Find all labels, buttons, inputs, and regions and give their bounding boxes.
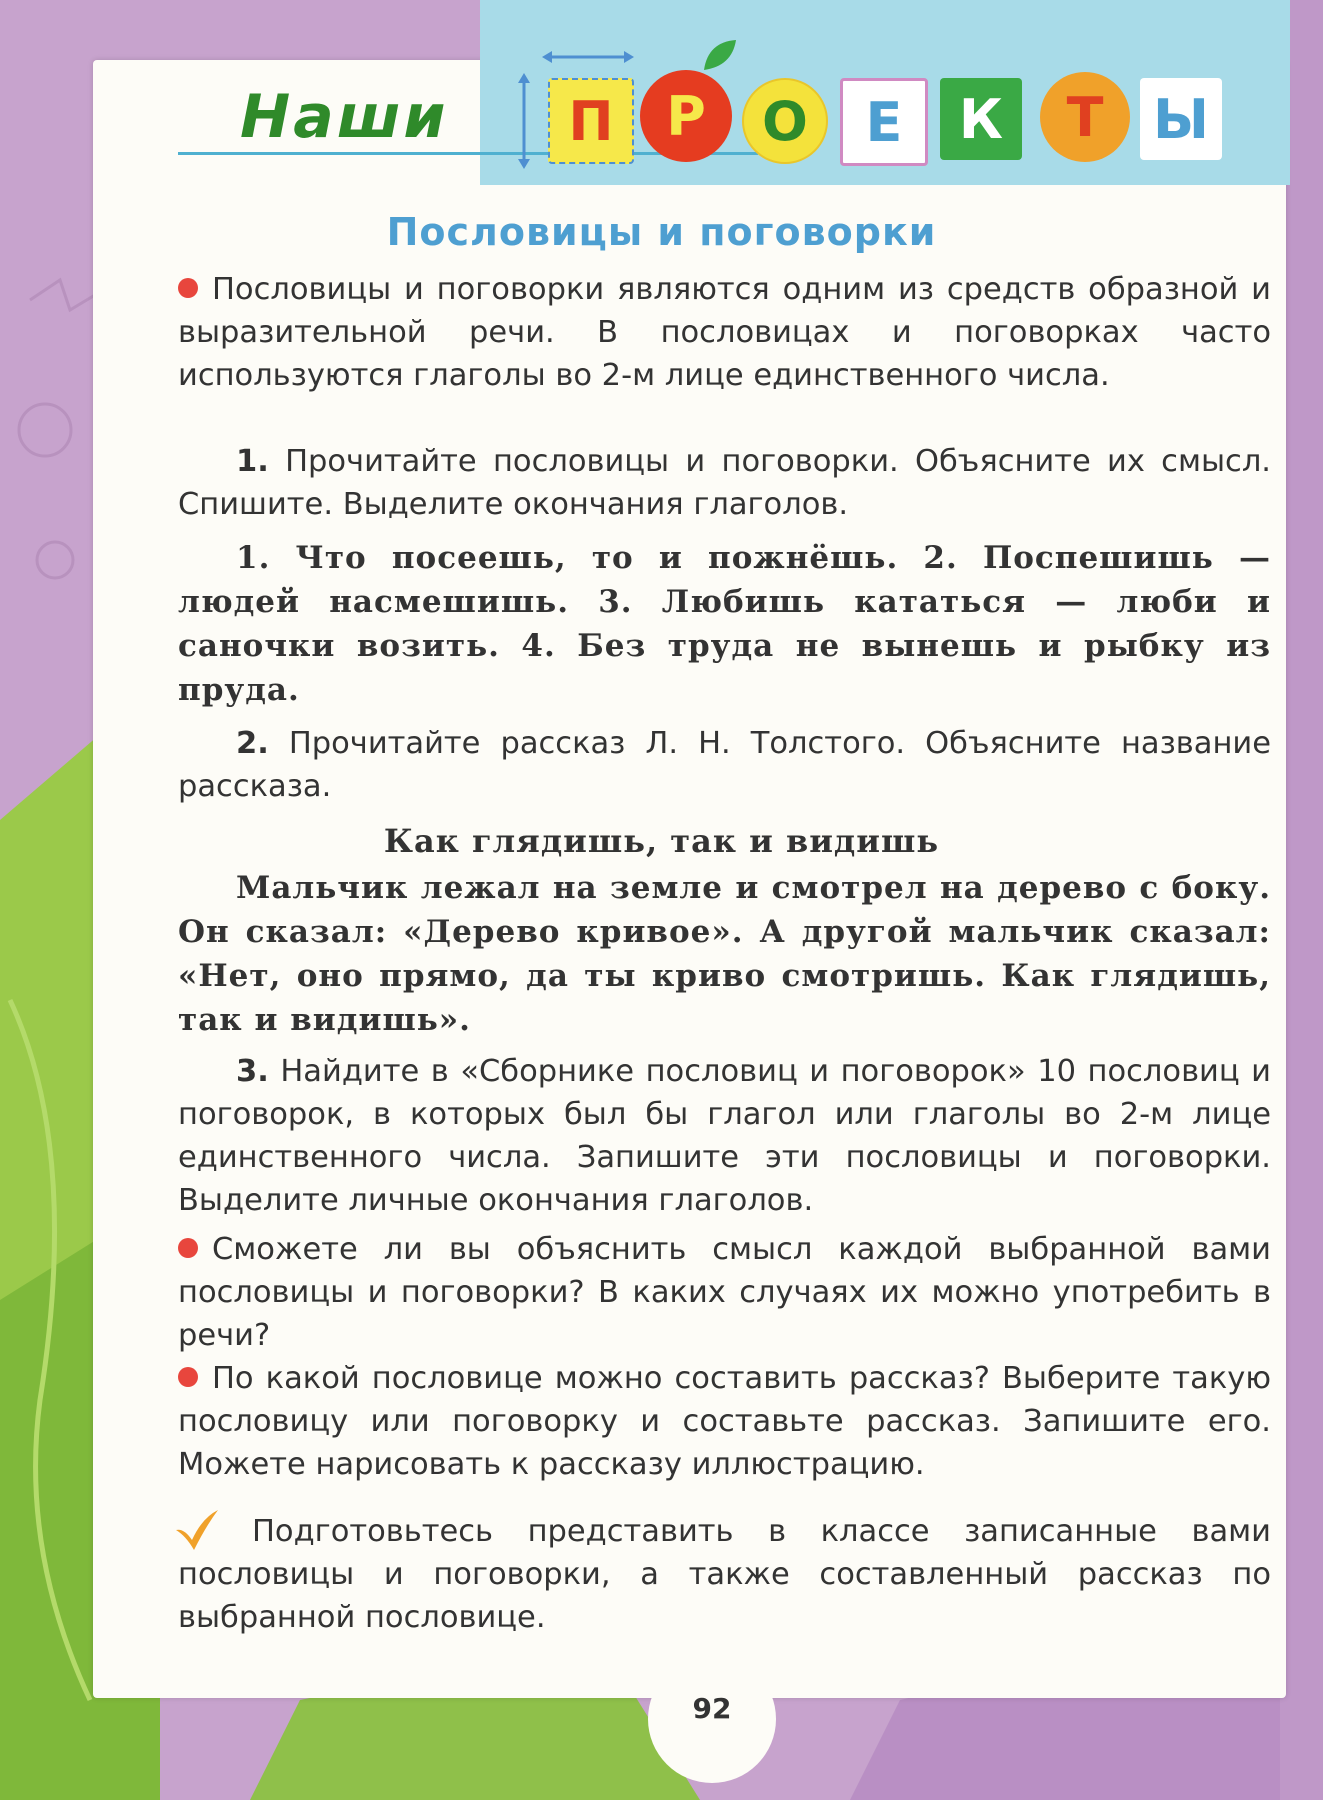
red-bullet-icon <box>178 278 198 298</box>
task-3-text: Найдите в «Сборнике пословиц и поговорок» 10 пословиц и поговорок, в которых был бы глагол или глаголы во 2-м лице единственного числа. Запишите эти пословицы и поговорки. Выделите личные окончания глаголов. <box>178 1054 1272 1218</box>
task-2 <box>178 722 1271 808</box>
question-2-text: По какой пословице можно составить рассказ? Выберите такую пословицу или поговорку и составьте рассказ. Запишите его. Можете нарисовать к рассказу иллюстрацию. <box>178 1361 1271 1482</box>
question-1 <box>178 1228 1271 1357</box>
proverbs-list: 1. Что посеешь, то и пожнёшь. 2. Поспешишь — людей насмешишь. 3. Любишь кататься — люби и саночки возить. 4. Без труда не вынешь и рыбку из пруда. <box>178 540 1271 708</box>
apple-leaf-icon <box>700 36 740 76</box>
letter-r-apple: Р <box>640 70 732 162</box>
intro-text: Пословицы и поговорки являются одним из средств образной и выразительной речи. В пословицах и поговорках часто используются глаголы во 2-м лице единственного числа. <box>178 272 1271 393</box>
task-1-text: Прочитайте пословицы и поговорки. Объясните их смысл. Спишите. Выделите окончания глаголов. <box>178 444 1272 522</box>
task-1-number: 1. <box>236 444 269 479</box>
question-1-text: Сможете ли вы объяснить смысл каждой выбранной вами пословицы и поговорки? В каких случаях их можно употребить в речи? <box>178 1232 1271 1353</box>
task-2-text: Прочитайте рассказ Л. Н. Толстого. Объясните название рассказа. <box>178 726 1271 804</box>
red-bullet-icon <box>178 1238 198 1258</box>
task-2-number: 2. <box>236 726 269 761</box>
story-title: Как глядишь, так и видишь <box>383 822 940 860</box>
intro-paragraph <box>178 268 1271 397</box>
letter-y-block: Ы <box>1140 78 1222 160</box>
letter-k-block: К <box>940 78 1022 160</box>
task-3 <box>178 1050 1271 1222</box>
task-3-number: 3. <box>236 1054 269 1089</box>
question-2 <box>178 1357 1271 1486</box>
story-text: Мальчик лежал на земле и смотрел на дерево с боку. Он сказал: «Дерево кривое». А другой мальчик сказал: «Нет, оно прямо, да ты криво смотришь. Как глядишь, так и видишь». <box>178 870 1271 1038</box>
letter-t-block: Т <box>1040 72 1130 162</box>
header-nashi: Наши <box>240 82 449 152</box>
page-number: 92 <box>692 1692 732 1725</box>
letter-p-block: П <box>548 78 634 164</box>
letter-e-block: Е <box>840 78 928 166</box>
task-1 <box>178 440 1271 526</box>
letter-o-block: О <box>742 78 828 164</box>
red-bullet-icon <box>178 1367 198 1387</box>
section-title: Пословицы и поговорки <box>386 210 937 254</box>
final-task: Подготовьтесь представить в классе записанные вами пословицы и поговорки, а также составленный рассказ по выбранной пословице. <box>178 1514 1271 1635</box>
